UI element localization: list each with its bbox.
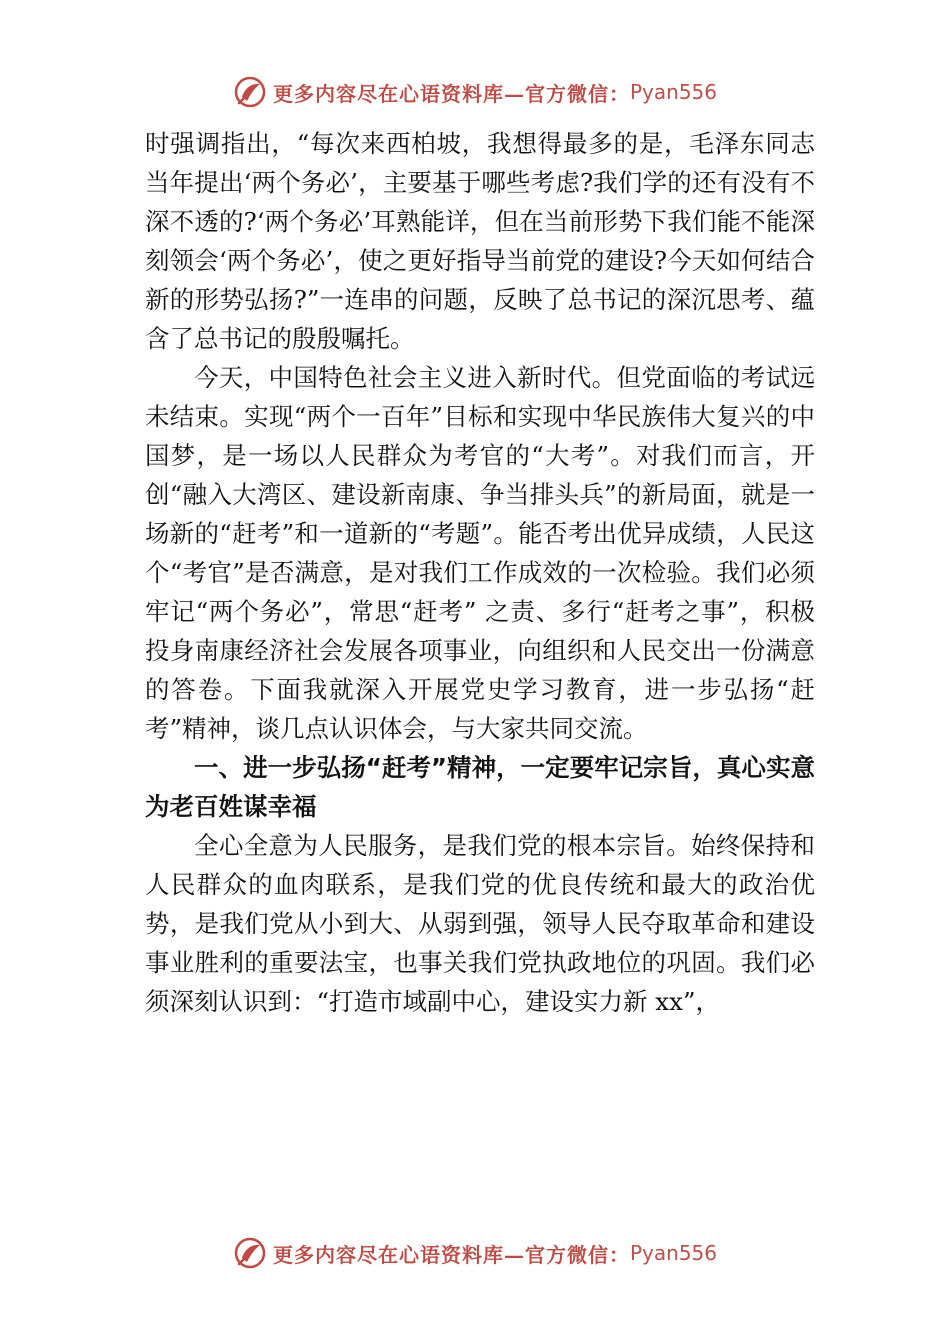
logo-icon [233, 75, 267, 109]
watermark-footer [0, 1231, 950, 1275]
section-heading-1: 一、进一步弘扬“赶考”精神，一定要牢记宗旨，真心实意为老百姓谋幸福 [145, 753, 815, 821]
watermark-text: 更多内容尽在心语资料库—官方微信： [272, 1242, 630, 1267]
logo-icon [233, 1236, 267, 1270]
watermark-text: 更多内容尽在心语资料库—官方微信： [272, 81, 630, 106]
paragraph-new-era: 今天，中国特色社会主义进入新时代。但党面临的考试远未结束。实现“两个一百年”目标和实现中华民族伟大复兴的中国梦，是一场以人民群众为考官的“大考”。对我们而言，开创“融入大湾区、建设新南康、争当排头兵”的新局面，就是一场新的“赶考”和一道新的“考题”。能否考出优异成绩，人民这个“考官”是否满意，是对我们工作成效的一次检验。我们必须牢记“两个务必”，常思“赶考” 之责、多行“赶考之事”，积极投身南康经济社会发展各项事业，向组织和人民交出一份满意的答卷。下面我就深入开展党史学习教育，进一步弘扬“赶考”精神，谈几点认识体会，与大家共同交流。 [145, 363, 815, 743]
watermark-wechat-id: Pyan556 [629, 1241, 717, 1265]
paragraph-continuation: 时强调指出，“每次来西柏坡，我想得最多的是，毛泽东同志当年提出‘两个务必’，主要基于哪些考虑?我们学的还有没有不深不透的?‘两个务必’耳熟能详，但在当前形势下我们能不能深刻领会‘两个务必’，使之更好指导当前党的建设?今天如何结合新的形势弘扬?”一连串的问题，反映了总书记的深沉思考、蕴含了总书记的殷殷嘱托。 [145, 129, 815, 353]
watermark-wechat-id: Pyan556 [629, 80, 717, 104]
paragraph-serve-people: 全心全意为人民服务，是我们党的根本宗旨。始终保持和人民群众的血肉联系，是我们党的优良传统和最大的政治优势，是我们党从小到大、从弱到强，领导人民夺取革命和建设事业胜利的重要法宝，也事关我们党执政地位的巩固。我们必须深刻认识到：“打造市域副中心，建设实力新 xx”， [145, 831, 815, 1016]
document-body [145, 124, 815, 1021]
watermark-header [0, 70, 950, 114]
